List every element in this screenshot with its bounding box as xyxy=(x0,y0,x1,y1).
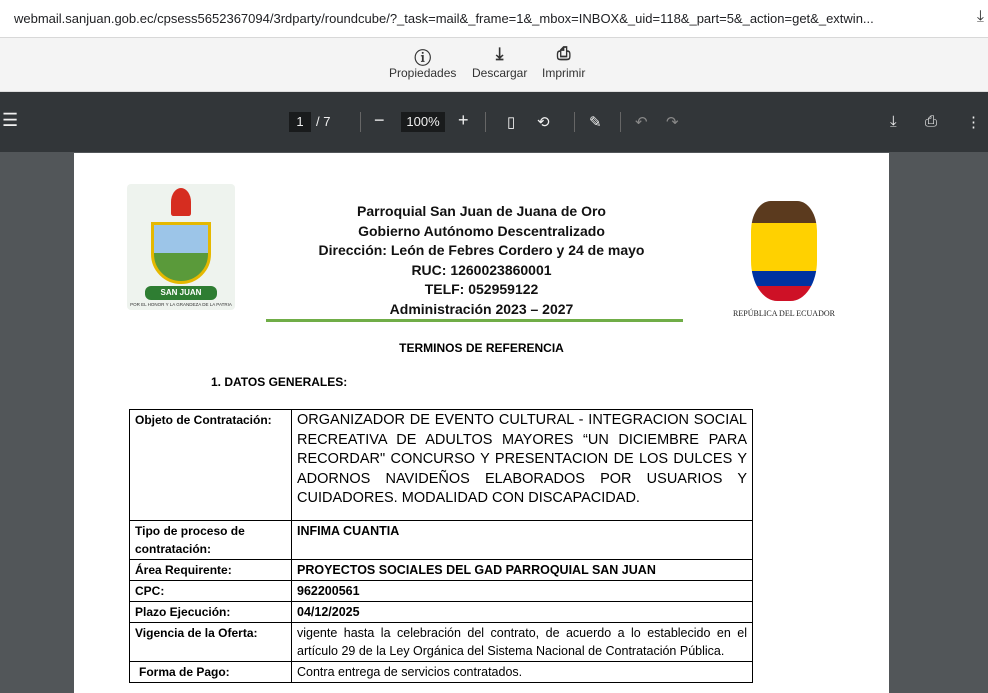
table-row xyxy=(130,602,753,623)
fit-page-icon[interactable]: ▯ xyxy=(507,114,516,131)
rotate-icon[interactable]: ⟲ xyxy=(537,114,550,131)
table-row xyxy=(130,581,753,602)
divider xyxy=(360,112,361,132)
logo-banner: SAN JUAN xyxy=(145,286,217,300)
row-label: Forma de Pago: xyxy=(130,662,292,683)
print-icon[interactable]: ⎙ xyxy=(925,113,938,130)
print-label: Imprimir xyxy=(542,66,586,80)
table-row xyxy=(130,623,753,662)
row-label: Vigencia de la Oferta: xyxy=(130,623,292,662)
row-value: vigente hasta la celebración del contrato, de acuerdo a lo establecido en el artículo 29 de la Ley Orgánica del Sistema Nacional de Contratación Pública. xyxy=(292,623,753,662)
page-number-input[interactable]: 1 xyxy=(289,112,311,132)
row-label: Objeto de Contratación: xyxy=(130,410,292,521)
row-label: Área Requirente: xyxy=(130,560,292,581)
redo-icon[interactable]: ↷ xyxy=(666,114,679,131)
header-divider xyxy=(266,319,683,322)
more-options-icon[interactable]: ⋮ xyxy=(966,114,981,131)
row-value: PROYECTOS SOCIALES DEL GAD PARROQUIAL SAN JUAN xyxy=(292,560,753,581)
table-row xyxy=(130,410,753,521)
zoom-in-button[interactable]: + xyxy=(458,110,469,130)
ecuador-label: REPÚBLICA DEL ECUADOR xyxy=(733,309,835,318)
header-line: Dirección: León de Febres Cordero y 24 de mayo xyxy=(318,242,645,258)
header-line: TELF: 052959122 xyxy=(424,281,539,297)
header-line: Administración 2023 – 2027 xyxy=(389,300,574,317)
logo-motto: POR EL HONOR Y LA GRANDEZA DE LA PATRIA xyxy=(130,302,232,307)
row-value: INFIMA CUANTIA xyxy=(292,521,753,560)
row-value: ORGANIZADOR DE EVENTO CULTURAL - INTEGRACION SOCIAL RECREATIVA DE ADULTOS MAYORES “UN DICIEMBRE PARA RECORDAR" CONCURSO Y PRESENTACION DE LOS DULCES Y ADORNOS NAVIDEÑOS ELABORADOS POR USUARIOS Y CUIDADORES. MODALIDAD CON DISCAPACIDAD. xyxy=(292,410,753,521)
roundcube-toolbar xyxy=(0,38,988,92)
print-button[interactable] xyxy=(542,44,585,80)
row-label: CPC: xyxy=(130,581,292,602)
divider xyxy=(485,112,486,132)
print-icon: ⎙ xyxy=(556,44,571,63)
address-bar[interactable] xyxy=(0,0,988,38)
properties-button[interactable] xyxy=(389,44,456,80)
header-line: Gobierno Autónomo Descentralizado xyxy=(358,222,605,239)
annotate-icon[interactable]: ✎ xyxy=(589,114,602,131)
undo-icon[interactable]: ↶ xyxy=(635,114,648,131)
table-row xyxy=(130,521,753,560)
row-value: 04/12/2025 xyxy=(292,602,753,623)
parish-logo xyxy=(127,184,235,310)
download-button[interactable] xyxy=(472,44,527,80)
table-row xyxy=(130,560,753,581)
menu-icon[interactable]: ☰ xyxy=(2,110,19,130)
zoom-out-button[interactable]: − xyxy=(374,110,385,130)
properties-label: Propiedades xyxy=(389,66,457,80)
row-label: Plazo Ejecución: xyxy=(130,602,292,623)
download-icon[interactable]: ⤓ xyxy=(976,8,984,25)
download-icon[interactable]: ⤓ xyxy=(890,113,897,130)
section-heading: 1. DATOS GENERALES: xyxy=(211,375,348,389)
pdf-toolbar xyxy=(0,92,988,152)
divider xyxy=(620,112,621,132)
header-line: Parroquial San Juan de Juana de Oro xyxy=(357,203,606,219)
ecuador-coat-of-arms xyxy=(729,201,839,318)
info-icon: ⓘ xyxy=(414,49,432,68)
document-title: TERMINOS DE REFERENCIA xyxy=(399,341,564,355)
row-label: Tipo de proceso de contratación: xyxy=(130,521,292,560)
header-line: RUC: 1260023860001 xyxy=(411,261,552,278)
page-total: / 7 xyxy=(316,114,331,129)
row-value: 962200561 xyxy=(292,581,753,602)
download-icon: ⤓ xyxy=(495,44,504,63)
general-data-table xyxy=(129,409,753,683)
pdf-page xyxy=(74,153,889,693)
download-label: Descargar xyxy=(472,66,528,80)
letterhead xyxy=(264,202,699,319)
zoom-input[interactable]: 100% xyxy=(401,112,445,132)
url-text[interactable]: webmail.sanjuan.gob.ec/cpsess5652367094/3rdparty/roundcube/?_task=mail&_frame=1&_mbox=INBOX&_uid=118&_part=5&_action=get&_extwin... xyxy=(14,11,874,26)
divider xyxy=(574,112,575,132)
table-row xyxy=(130,662,753,683)
row-value: Contra entrega de servicios contratados. xyxy=(292,662,753,683)
